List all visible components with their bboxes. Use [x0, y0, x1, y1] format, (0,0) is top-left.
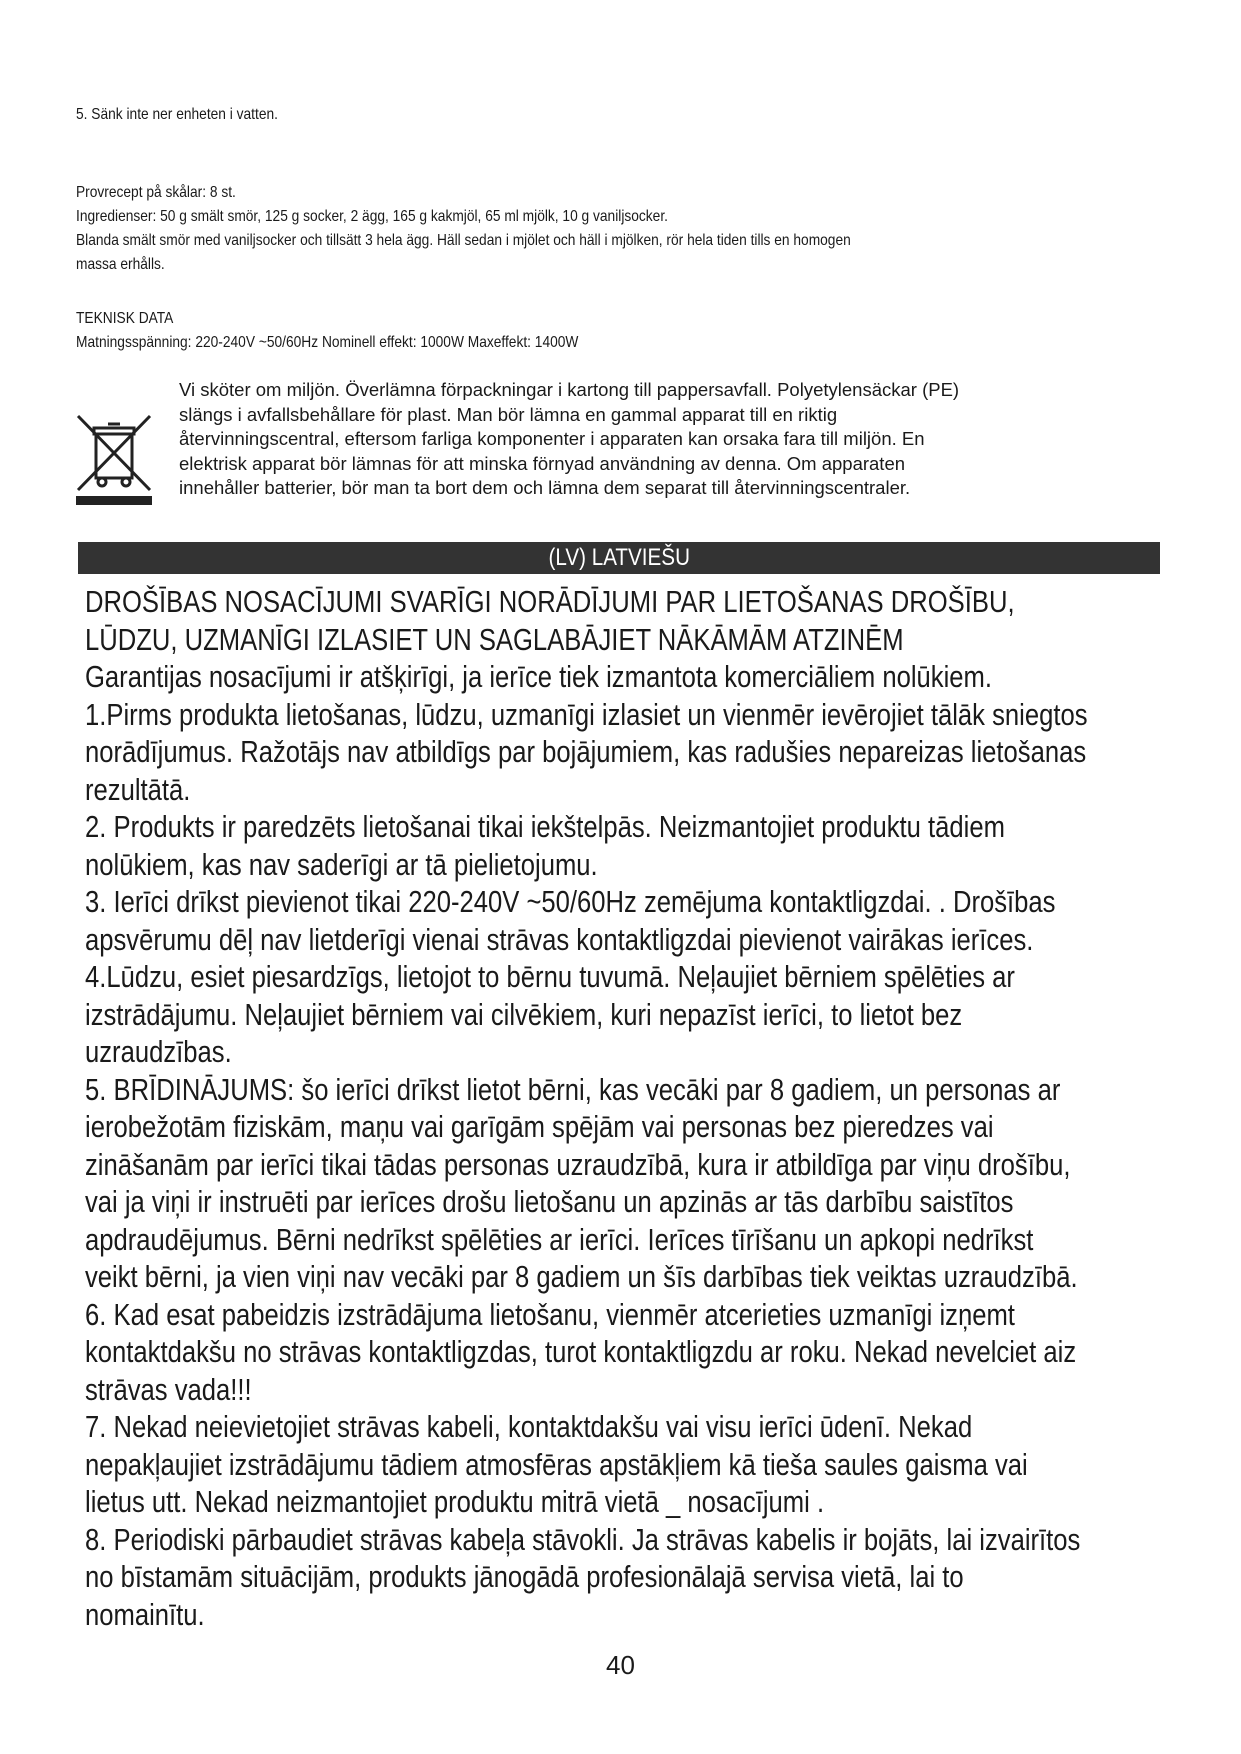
- text-line: lietus utt. Nekad neizmantojiet produktu mitrā vietā _ nosacījumi .: [85, 1485, 825, 1519]
- section-header-label: (LV) LATVIEŠU: [548, 544, 690, 571]
- text-line: 6. Kad esat pabeidzis izstrādājuma lietošanu, vienmēr atcerieties uzmanīgi izņemt: [85, 1297, 1015, 1332]
- text-line: återvinningscentral, eftersom farliga komponenter i apparaten kan orsaka fara till miljön. En: [179, 428, 925, 449]
- text-line: apdraudējumus. Bērni nedrīkst spēlēties ar ierīci. Ierīces tīrīšanu un apkopi nedrīkst: [85, 1222, 1034, 1257]
- text-line: slängs i avfallsbehållare för plast. Man bör lämna en gammal apparat till en riktig: [179, 403, 838, 425]
- text-line: innehåller batterier, bör man ta bort dem och lämna dem separat till återvinningscentraler.: [179, 477, 911, 498]
- text-line: 2. Produkts ir paredzēts lietošanai tikai iekštelpās. Neizmantojiet produktu tādiem: [85, 810, 1005, 844]
- weee-bin-icon: [74, 410, 154, 506]
- text-line: Ingredienser: 50 g smält smör, 125 g socker, 2 ägg, 165 g kakmjöl, 65 ml mjölk, 10 g vaniljsocker.: [76, 208, 668, 225]
- tech-line: Matningsspänning: 220-240V ~50/60Hz Nominell effekt: 1000W Maxeffekt: 1400W: [76, 334, 579, 351]
- text-line: 1.Pirms produkta lietošanas, lūdzu, uzmanīgi izlasiet un vienmēr ievērojiet tālāk sniegtos: [85, 697, 1088, 732]
- text-line: nepakļaujiet izstrādājumu tādiem atmosfēras apstākļiem kā tieša saules gaisma vai: [85, 1447, 1028, 1482]
- text-line: Vi sköter om miljön. Överlämna förpackningar i kartong till pappersavfall. Polyetylensäckar (PE): [179, 379, 960, 400]
- text-line: vai ja viņi ir instruēti par ierīces drošu lietošanu un apzinās ar tās darbību saistītos: [85, 1185, 1014, 1219]
- page-number: 40: [606, 1650, 635, 1680]
- text-line: Provrecept på skålar: 8 st.: [76, 184, 236, 201]
- environment-notice: [179, 378, 1139, 501]
- text-line: elektrisk apparat bör lämnas för att minska förnyad användning av denna. Om apparaten: [179, 452, 906, 474]
- text-line: zināšanām par ierīci tikai tādas personas uzraudzībā, kura ir atbildīga par viņu drošību,: [85, 1147, 1071, 1182]
- text-line: 5. BRĪDINĀJUMS: šo ierīci drīkst lietot bērni, kas vecāki par 8 gadiem, un personas ar: [85, 1072, 1061, 1107]
- text-line: nolūkiem, kas nav saderīgi ar tā pielietojumu.: [85, 847, 598, 882]
- text-line: veikt bērni, ja vien viņi nav vecāki par 8 gadiem un šīs darbības tiek veiktas uzraudzībā.: [85, 1260, 1078, 1294]
- text-line: 5. Sänk inte ner enheten i vatten.: [76, 106, 278, 123]
- text-line: massa erhålls.: [76, 256, 165, 273]
- text-line: 7. Nekad neievietojiet strāvas kabeli, kontaktdakšu vai visu ierīci ūdenī. Nekad: [85, 1410, 973, 1444]
- text-line: strāvas vada!!!: [85, 1372, 252, 1407]
- technical-data-section: [76, 307, 1156, 355]
- text-line: 8. Periodiski pārbaudiet strāvas kabeļa stāvokli. Ja strāvas kabelis ir bojāts, lai izvairītos: [85, 1522, 1081, 1557]
- text-line: uzraudzības.: [85, 1035, 232, 1069]
- heading-line: DROŠĪBAS NOSACĪJUMI SVARĪGI NORĀDĪJUMI PAR LIETOŠANAS DROŠĪBU,: [85, 585, 1015, 619]
- text-line: Blanda smält smör med vaniljsocker och tillsätt 3 hela ägg. Häll sedan i mjölet och häll i mjölken, rör hela tiden tills en homogen: [76, 232, 851, 249]
- text-line: izstrādājumu. Neļaujiet bērniem vai cilvēkiem, kuri nepazīst ierīci, to lietot bez: [85, 997, 963, 1032]
- swedish-step-5: [76, 103, 1156, 127]
- text-line: kontaktdakšu no strāvas kontaktligzdas, turot kontaktligzdu ar roku. Nekad nevelciet aiz: [85, 1335, 1077, 1369]
- text-line: Garantijas nosacījumi ir atšķirīgi, ja ierīce tiek izmantota komerciāliem nolūkiem.: [85, 660, 992, 694]
- latvian-section-header: [78, 542, 1160, 574]
- text-line: 4.Lūdzu, esiet piesardzīgs, lietojot to bērnu tuvumā. Neļaujiet bērniem spēlēties ar: [85, 960, 1015, 994]
- text-line: rezultātā.: [85, 772, 191, 807]
- tech-title: TEKNISK DATA: [76, 310, 174, 327]
- text-line: apsvērumu dēļ nav lietderīgi vienai strāvas kontaktligzdai pievienot vairākas ierīces.: [85, 922, 1034, 957]
- text-line: no bīstamām situācijām, produkts jānogādā profesionālajā servisa vietā, lai to: [85, 1560, 964, 1594]
- text-line: norādījumus. Ražotājs nav atbildīgs par bojājumiem, kas radušies nepareizas lietošanas: [85, 735, 1087, 769]
- recipe-section: [76, 181, 1156, 277]
- heading-line: LŪDZU, UZMANĪGI IZLASIET UN SAGLABĀJIET NĀKĀMĀM ATZINĒM: [85, 622, 904, 657]
- latvian-safety-text: [85, 584, 1165, 1634]
- text-line: 3. Ierīci drīkst pievienot tikai 220-240V ~50/60Hz zemējuma kontaktligzdai. . Drošības: [85, 885, 1056, 919]
- text-line: ierobežotām fiziskām, maņu vai garīgām spējām vai personas bez pieredzes vai: [85, 1110, 994, 1144]
- text-line: nomainītu.: [85, 1597, 205, 1632]
